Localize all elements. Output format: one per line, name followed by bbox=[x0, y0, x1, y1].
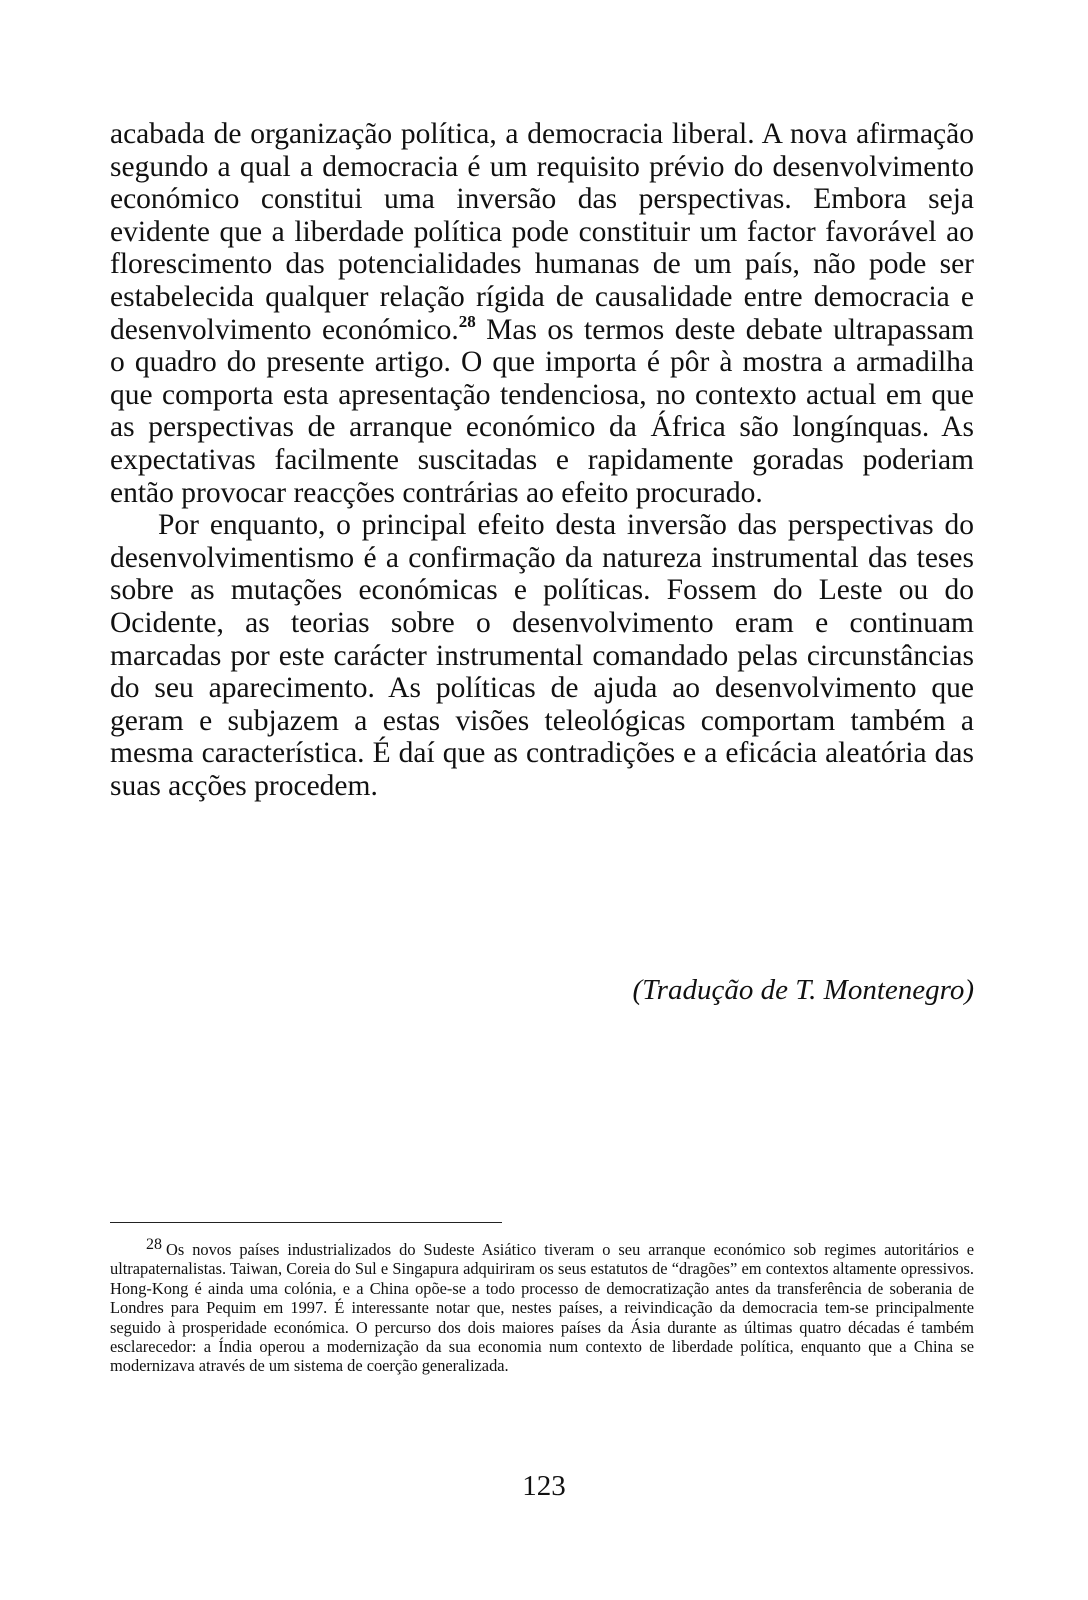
page-number: 123 bbox=[522, 1470, 566, 1502]
translator-credit: (Tradução de T. Montenegro) bbox=[632, 974, 974, 1006]
paragraph-2: Por enquanto, o principal efeito desta inversão das perspectivas do desenvolvimentismo é a confirmação da natureza instrumental das teses sobre as mutações económicas e políticas. Fossem do Leste ou do Ocidente, as teorias sobre o desenvolvimento eram e continuam marcadas por este carácter instrumental comandado pelas circunstâncias do seu aparecimento. As políticas de ajuda ao desenvolvimento que geram e subjazem a estas visões teleológicas comportam também a mesma característica. É daí que as contradições e a eficácia aleatória das suas acções procedem. bbox=[110, 509, 974, 802]
footnote-number: 28 bbox=[146, 1236, 162, 1253]
paragraph-1-continuation: Mas os termos deste debate ultrapassam o quadro do presente artigo. O que importa é pôr à mostra a armadilha que comporta esta apresentação tendenciosa, no contexto actual em que as perspectivas de arranque económico da África são longínquas. As expectativas facilmente suscitadas e rapidamente goradas poderiam então provocar reacções contrárias ao efeito procurado. bbox=[110, 313, 974, 509]
footnote-reference[interactable]: 28 bbox=[458, 311, 476, 331]
footnote-text: Os novos países industrializados do Sudeste Asiático tiveram o seu arranque económico sob regimes autoritários e ultrapaternalistas. Taiwan, Coreia do Sul e Singapura adquiriram os seus estatutos de “dragões” em contextos altamente opressivos. Hong-Kong é ainda uma colónia, e a China opõe-se a todo processo de democratização antes da transferência de soberania de Londres para Pequim em 1997. É interessante notar que, nestes países, a reivindicação da democracia tem-se principalmente seguido à prosperidade económica. O percurso dos dois maiores países da Ásia durante as últimas quatro décadas é também esclarecedor: a Índia operou a modernização da sua economia num contexto de liberdade política, enquanto que a China se modernizava através de um sistema de coerção generalizada. bbox=[110, 1240, 974, 1376]
footnote-28 bbox=[110, 1236, 974, 1376]
paragraph-1 bbox=[110, 118, 974, 509]
paragraph-1-text: acabada de organização política, a democracia liberal. A nova afirmação segundo a qual a democracia é um requisito prévio do desenvolvimento económico constitui uma inversão das perspectivas. Embora seja evidente que a liberdade política pode constituir um factor favorável ao florescimento das potencialidades humanas de um país, não pode ser estabelecida qualquer relação rígida de causalidade entre democracia e desenvolvimento económico. bbox=[110, 118, 974, 346]
main-text bbox=[110, 118, 974, 802]
footnote-divider bbox=[110, 1222, 502, 1223]
